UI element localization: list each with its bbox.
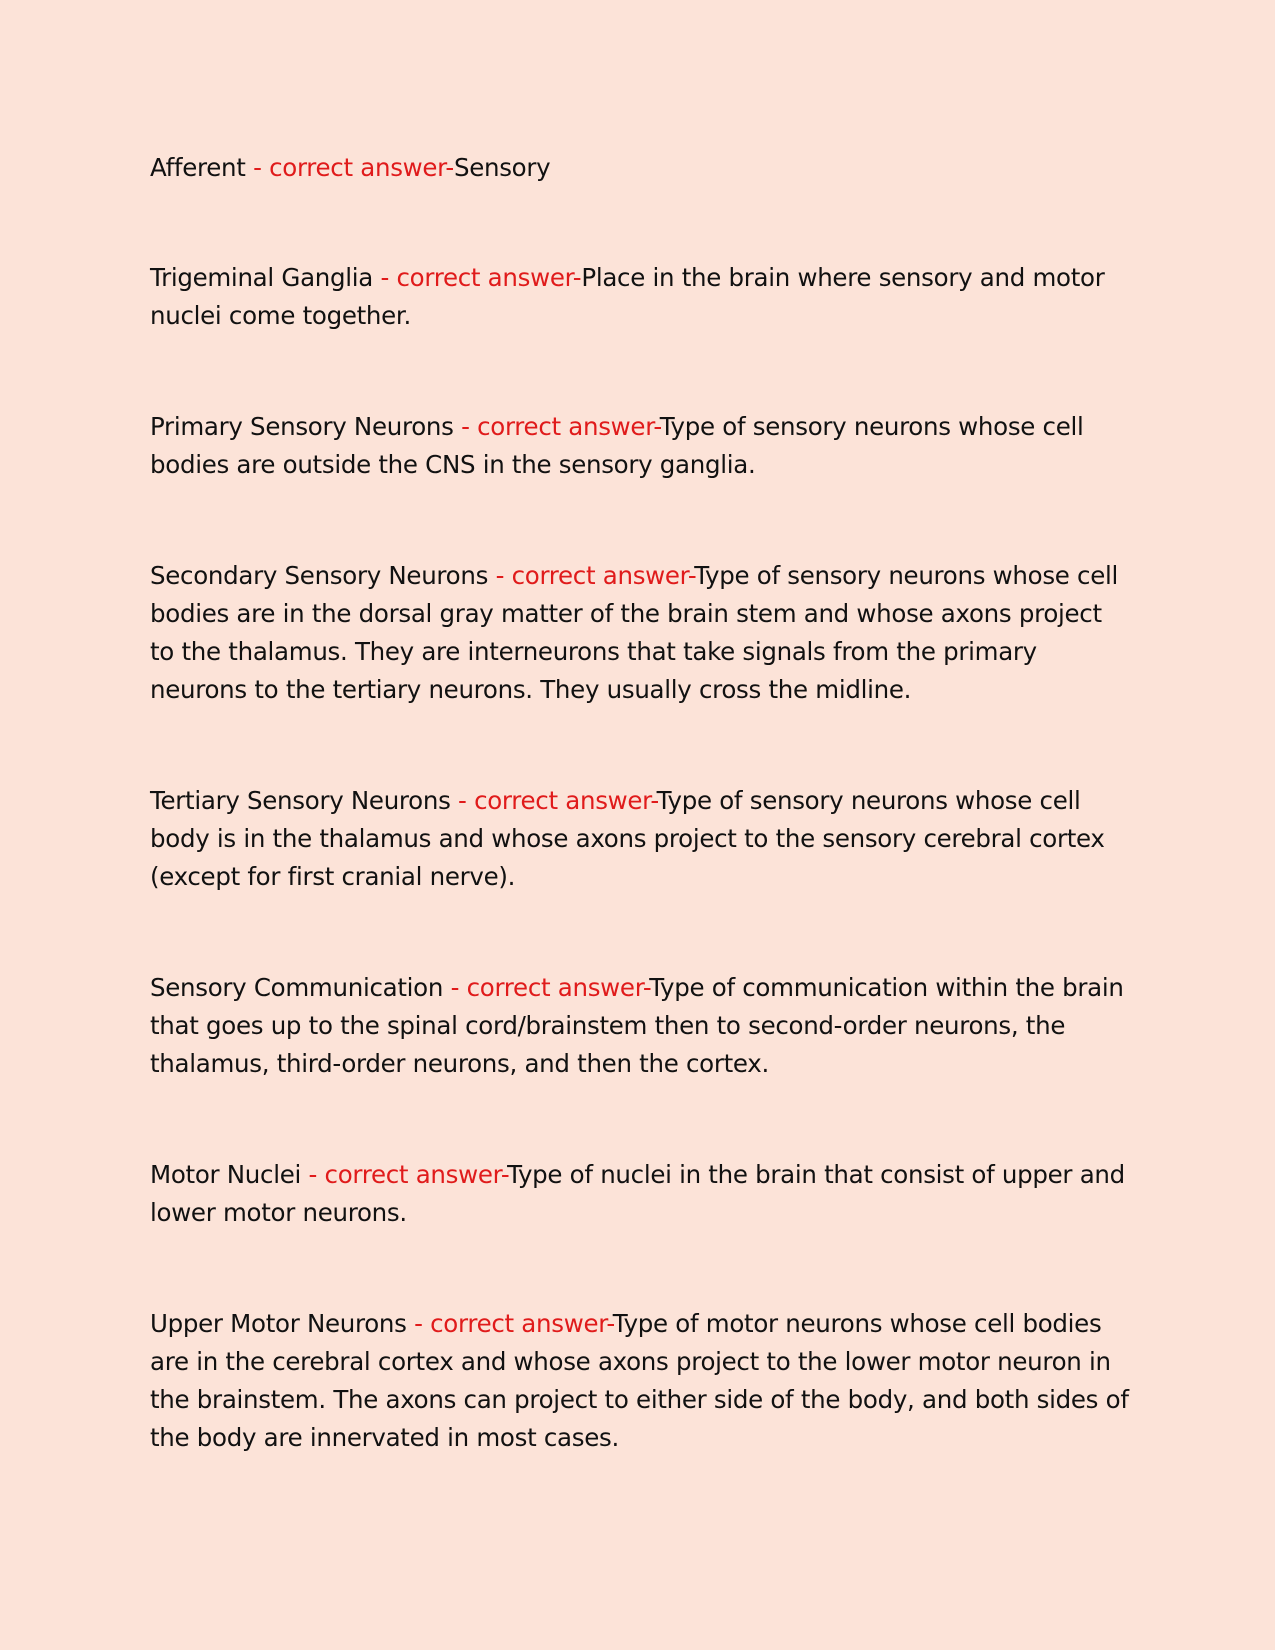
answer-separator: - correct answer- — [461, 412, 660, 441]
answer-separator: - correct answer- — [458, 786, 657, 815]
flashcard-primary-sensory-neurons — [150, 408, 1130, 484]
flashcard-afferent — [150, 149, 1130, 187]
flashcard-tertiary-sensory-neurons — [150, 782, 1130, 896]
card-definition: Type of sensory neurons whose cell bodies are outside the CNS in the sensory ganglia. — [150, 412, 1084, 479]
card-term: Afferent — [150, 153, 246, 182]
card-term: Primary Sensory Neurons — [150, 412, 454, 441]
card-term: Motor Nuclei — [150, 1160, 301, 1189]
answer-separator: - correct answer- — [495, 561, 695, 590]
answer-separator: - correct answer- — [308, 1160, 508, 1189]
flashcard-sensory-communication — [150, 969, 1130, 1083]
answer-separator: - correct answer- — [414, 1309, 613, 1338]
flashcard-upper-motor-neurons — [150, 1305, 1130, 1457]
card-term: Secondary Sensory Neurons — [150, 561, 489, 590]
flashcard-motor-nuclei — [150, 1156, 1130, 1232]
card-definition: Type of nuclei in the brain that consist of upper and lower motor neurons. — [150, 1160, 1125, 1227]
flashcard-trigeminal-ganglia — [150, 259, 1130, 335]
card-term: Sensory Communication — [150, 973, 444, 1002]
answer-separator: - correct answer- — [450, 973, 650, 1002]
card-definition: Place in the brain where sensory and motor nuclei come together. — [150, 263, 1105, 330]
answer-separator: - correct answer- — [380, 263, 582, 292]
card-term: Tertiary Sensory Neurons — [150, 786, 451, 815]
answer-separator: - correct answer- — [253, 153, 454, 182]
card-definition: Type of communication within the brain that goes up to the spinal cord/brainstem then to second-order neurons, the thalamus, third-order neurons, and then the cortex. — [150, 973, 1124, 1078]
document-page — [150, 0, 1130, 1650]
card-definition: Type of sensory neurons whose cell body is in the thalamus and whose axons project to the sensory cerebral cortex (except for first cranial nerve). — [150, 786, 1105, 891]
card-term: Upper Motor Neurons — [150, 1309, 407, 1338]
card-definition: Type of sensory neurons whose cell bodies are in the dorsal gray matter of the brain stem and whose axons project to the thalamus. They are interneurons that take signals from the primary neurons to the tertiary neurons. They usually cross the midline. — [150, 561, 1119, 704]
flashcard-secondary-sensory-neurons — [150, 557, 1130, 709]
card-term: Trigeminal Ganglia — [150, 263, 373, 292]
card-definition: Sensory — [453, 153, 551, 182]
card-definition: Type of motor neurons whose cell bodies are in the cerebral cortex and whose axons project to the lower motor neuron in the brainstem. The axons can project to either side of the body, and both sides of the body are innervated in most cases. — [150, 1309, 1129, 1452]
